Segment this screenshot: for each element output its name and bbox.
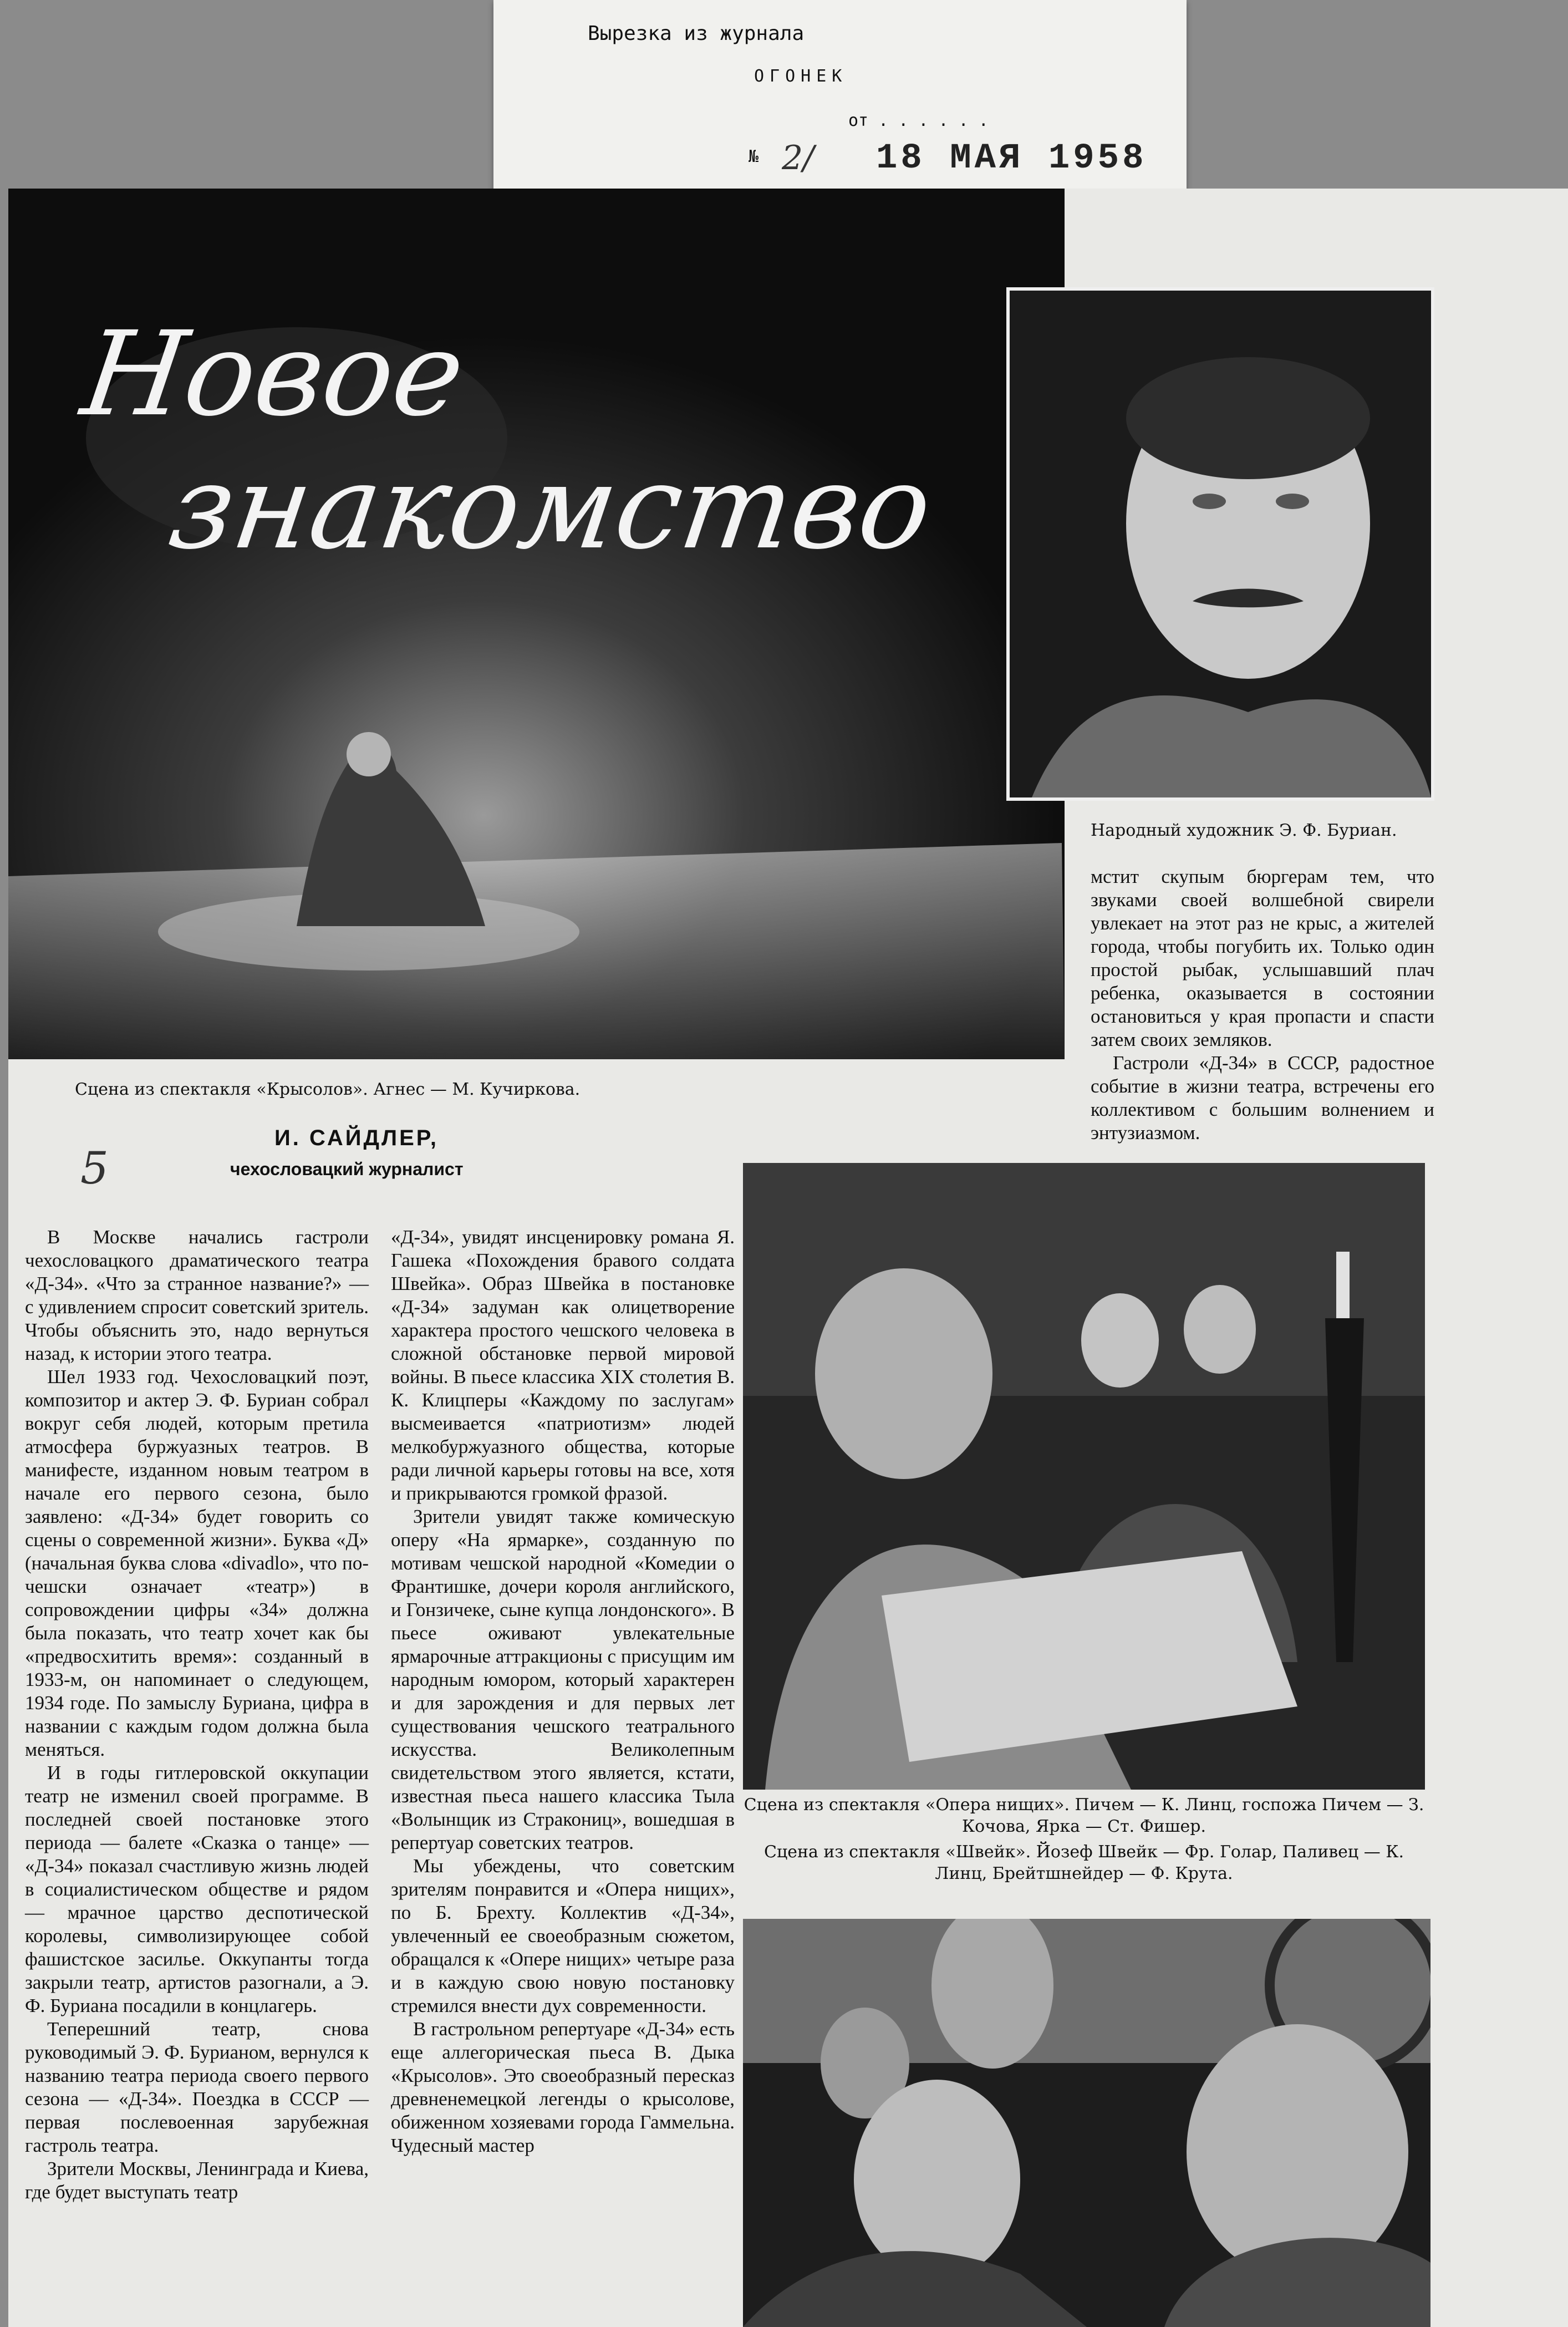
handwritten-mark: 5 (80, 1142, 109, 1194)
title-line-1: Новое (74, 306, 472, 442)
slip-number-label: № (749, 147, 759, 166)
article-sheet (8, 189, 1568, 2327)
paragraph: В гастрольном репертуаре «Д-34» есть еще аллегорическая пьеса В. Дыка «Крысолов». Это своеобразный пересказ древненемецкой легенды о крысолове, обиженном хозяевами города Гаммельна. Чудесный мастер (391, 2018, 735, 2156)
schweik-scene-image (743, 1919, 1430, 2327)
text-column-1 (25, 1226, 369, 2204)
slip-label: Вырезка из журнала (588, 22, 805, 45)
archive-slip (493, 0, 1187, 211)
opera-photo (743, 1163, 1425, 1790)
slip-magazine: ОГОНЕК (754, 67, 848, 86)
schweik-caption: Сцена из спектакля «Швейк». Йозеф Швейк — Фр. Голар, Паливец — К. Линц, Брейтшнейдер — Ф. Крута. (763, 1842, 1404, 1883)
portrait-image (1010, 291, 1431, 797)
title-line-2: знакомство (161, 439, 940, 575)
text-column-2 (391, 1226, 735, 2157)
paragraph: «Д-34», увидят инсценировку романа Я. Гашека «Похождения бравого солдата Швейка». Образ Швейка в постановке «Д-34» задуман как олицетворение характера простого чешского человека в сложной обстановке первой мировой войны. В пьесе классика XIX столетия В. К. Клицперы «Каждому по заслугам» высмеивается «патриотизм» людей мелкобуржуазного общества, которые ради личной карьеры готовы на все, хотя и прикрываются громкой фразой. (391, 1226, 735, 1504)
date-stamp: 18 МАЯ 1958 (876, 139, 1147, 179)
paragraph: Зрители увидят также комическую оперу «На ярмарке», созданную по мотивам чешской народной «Комедии о Франтишке, дочери короля английского, и Гонзичеке, сыне купца лондонского». В пьесе оживают увлекательные ярмарочные аттракционы с присущим им народным юмором, который характерен и для зарождения и для первых лет существования чешского театрального искусства. Великолепным свидетельством этого является, кстати, известная пьеса нашего классика Тыла «Волынщик из Стракониц», вошедшая в репертуар советских театров. (391, 1506, 735, 1853)
paragraph: Зрители Москвы, Ленинграда и Киева, где будет выступать театр (25, 2158, 369, 2203)
paragraph: И в годы гитлеровской оккупации театр не изменил своей программе. В последней своей постановке этого периода — балете «Сказка о танце» — «Д-34» показал счастливую жизнь людей в социалистическом обществе и рядом — мрачное царство деспотической королевы, символизирующее собой фашистское засилье. Оккупанты тогда закрыли театр, артистов разогнали, а Э. Ф. Буриана посадили в концлагерь. (25, 1762, 369, 2016)
article-title (57, 306, 940, 575)
paragraph: В Москве начались гастроли чехословацкого драматического театра «Д-34». «Что за странное название?» — с удивлением спросит советский зритель. Чтобы объяснить это, надо вернуться назад, к истории этого театра. (25, 1226, 369, 1364)
opera-caption: Сцена из спектакля «Опера нищих». Пичем — К. Линц, госпожа Пичем — З. Кочова, Ярка — Ст. Фишер. (744, 1795, 1424, 1836)
opera-scene-image (743, 1163, 1425, 1790)
paragraph: Гастроли «Д-34» в СССР, радостное событие в жизни театра, встречены его коллективом с большим волнением и энтузиазмом. (1091, 1052, 1434, 1144)
slip-number-value: 2/ (782, 139, 814, 177)
scene-caption: Сцена из спектакля «Крысолов». Агнес — М. Кучиркова. (75, 1080, 581, 1099)
schweik-photo (743, 1919, 1430, 2327)
author-role: чехословацкий журналист (230, 1159, 464, 1179)
portrait-caption: Народный художник Э. Ф. Буриан. (1091, 821, 1397, 840)
paragraph: Шел 1933 год. Чехословацкий поэт, композитор и актер Э. Ф. Буриан собрал вокруг себя людей, которым претила атмосфера буржуазных театров. В манифесте, изданном новым театром в начале его первого сезона, было заявлено: «Д-34» будет говорить со сцены о современной жизни». Буква «Д» (начальная буква слова «divadlo», что по-чешски означает «театр») в сопровождении цифры «34» должна была показать, что театр хочет как бы «предвосхитить время»: созданный в 1933-м, он напоминает о следующем, 1934 годе. По замыслу Буриана, цифра в названии с каждым годом должна была меняться. (25, 1366, 369, 1760)
author-name: И. САЙДЛЕР, (274, 1126, 439, 1150)
paragraph: мстит скупым бюргерам тем, что звуками своей волшебной свирели увлекает на этот раз не крыс, а жителей города, чтобы погубить их. Только один простой рыбак, услышавший плач ребенка, оказывается в состоянии остановиться у края пропасти и спасти затем своих земляков. (1091, 866, 1434, 1050)
slip-from: от . . . . . . (848, 111, 989, 130)
paragraph: Теперешний театр, снова руководимый Э. Ф. Бурианом, вернулся к названию театра периода своего первого сезона — «Д-34». Поездка в СССР — первая послевоенная зарубежная гастроль театра. (25, 2018, 369, 2156)
text-column-3 (1091, 865, 1434, 1145)
paragraph: Мы убеждены, что советским зрителям понравится и «Опера нищих», по Б. Брехту. Коллектив «Д-34», увлеченный ее своеобразным сюжетом, обращался к «Опере нищих» четыре раза и в каждую свою новую постановку стремился внести дух современности. (391, 1855, 735, 2016)
portrait-photo (1006, 287, 1434, 801)
